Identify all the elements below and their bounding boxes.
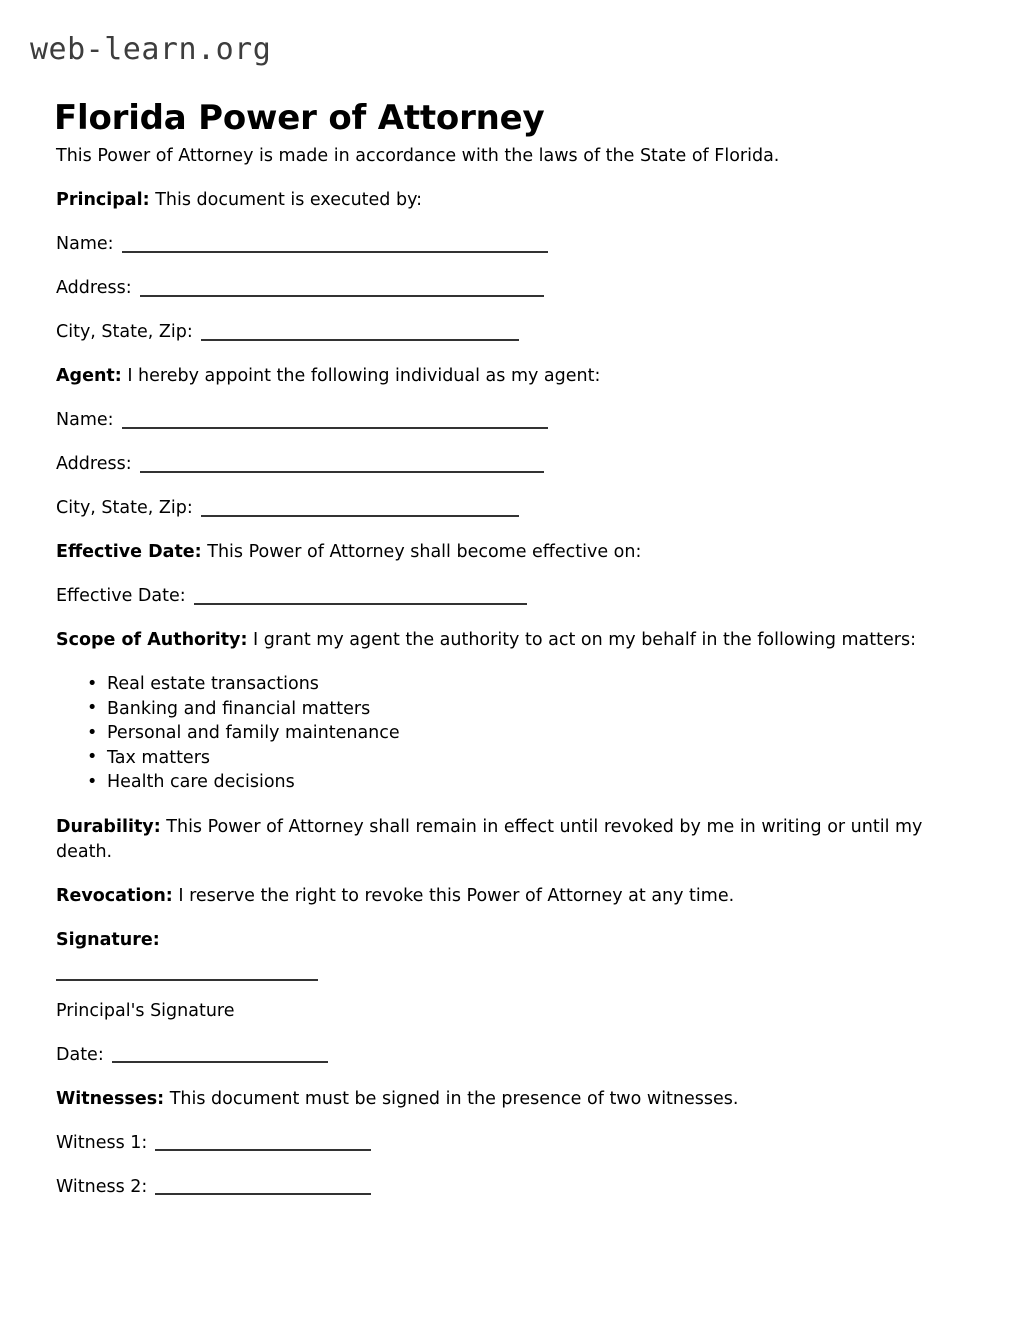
durability-paragraph bbox=[56, 815, 962, 865]
list-item: • Tax matters bbox=[56, 746, 962, 771]
scope-label: Scope of Authority: bbox=[56, 630, 248, 650]
agent-heading bbox=[56, 364, 962, 389]
scope-list bbox=[56, 672, 962, 795]
agent-citystatezip-input-line[interactable] bbox=[201, 515, 519, 517]
page-title: Florida Power of Attorney bbox=[54, 97, 545, 138]
effective-date-field bbox=[56, 584, 962, 609]
revocation-text: I reserve the right to revoke this Power of Attorney at any time. bbox=[172, 885, 735, 906]
effective-date-heading bbox=[56, 540, 962, 565]
signature-heading: Signature: bbox=[56, 929, 160, 950]
signature-date-field bbox=[56, 1043, 962, 1068]
effective-date-label: Effective Date: bbox=[56, 542, 202, 562]
effective-date-field-label: Effective Date: bbox=[56, 586, 186, 606]
witness-1-label: Witness 1: bbox=[56, 1132, 148, 1153]
agent-citystatezip-label: City, State, Zip: bbox=[56, 498, 193, 518]
principal-label: Principal: bbox=[56, 190, 150, 210]
witnesses-paragraph bbox=[56, 1087, 962, 1112]
principal-name-input-line[interactable] bbox=[122, 251, 548, 253]
principal-text: This document is executed by: bbox=[149, 190, 423, 210]
signature-date-input-line[interactable] bbox=[112, 1061, 328, 1063]
principal-address-field bbox=[56, 276, 962, 301]
principal-address-label: Address: bbox=[56, 278, 132, 298]
witnesses-label: Witnesses: bbox=[56, 1088, 165, 1109]
witness-2-field bbox=[56, 1175, 962, 1200]
intro-paragraph: This Power of Attorney is made in accordance with the laws of the State of Florida. bbox=[56, 146, 780, 166]
scope-heading bbox=[56, 628, 962, 653]
principal-citystatezip-field bbox=[56, 320, 962, 345]
agent-text: I hereby appoint the following individual as my agent: bbox=[121, 366, 601, 386]
scope-text: I grant my agent the authority to act on my behalf in the following matters: bbox=[247, 630, 916, 650]
revocation-paragraph bbox=[56, 884, 962, 909]
principal-address-input-line[interactable] bbox=[140, 295, 544, 297]
agent-name-field bbox=[56, 408, 962, 433]
list-item: • Personal and family maintenance bbox=[56, 721, 962, 746]
principal-citystatezip-label: City, State, Zip: bbox=[56, 322, 193, 342]
principal-name-label: Name: bbox=[56, 234, 114, 254]
agent-citystatezip-field bbox=[56, 496, 962, 521]
site-watermark: web-learn.org bbox=[30, 32, 272, 67]
signature-date-label: Date: bbox=[56, 1044, 104, 1065]
principal-citystatezip-input-line[interactable] bbox=[201, 339, 519, 341]
list-item: • Health care decisions bbox=[56, 770, 962, 795]
principal-name-field bbox=[56, 232, 962, 257]
agent-label: Agent: bbox=[56, 366, 122, 386]
durability-text: This Power of Attorney shall remain in effect until revoked by me in writing or until my death. bbox=[56, 816, 923, 862]
witness-2-input-line[interactable] bbox=[155, 1193, 371, 1195]
document-body bbox=[56, 144, 962, 1219]
principal-signature-line[interactable] bbox=[56, 979, 318, 981]
agent-address-label: Address: bbox=[56, 454, 132, 474]
witness-1-field bbox=[56, 1131, 962, 1156]
effective-date-input-line[interactable] bbox=[194, 603, 527, 605]
witness-2-label: Witness 2: bbox=[56, 1176, 148, 1197]
agent-address-input-line[interactable] bbox=[140, 471, 544, 473]
revocation-label: Revocation: bbox=[56, 885, 173, 906]
list-item: • Banking and financial matters bbox=[56, 697, 962, 722]
agent-name-input-line[interactable] bbox=[122, 427, 548, 429]
agent-address-field bbox=[56, 452, 962, 477]
effective-date-text: This Power of Attorney shall become effective on: bbox=[201, 542, 642, 562]
list-item: • Real estate transactions bbox=[56, 672, 962, 697]
durability-label: Durability: bbox=[56, 816, 161, 837]
witnesses-text: This document must be signed in the presence of two witnesses. bbox=[164, 1088, 739, 1109]
witness-1-input-line[interactable] bbox=[155, 1149, 371, 1151]
principal-signature-caption: Principal's Signature bbox=[56, 1000, 235, 1021]
principal-heading bbox=[56, 188, 962, 213]
agent-name-label: Name: bbox=[56, 410, 114, 430]
